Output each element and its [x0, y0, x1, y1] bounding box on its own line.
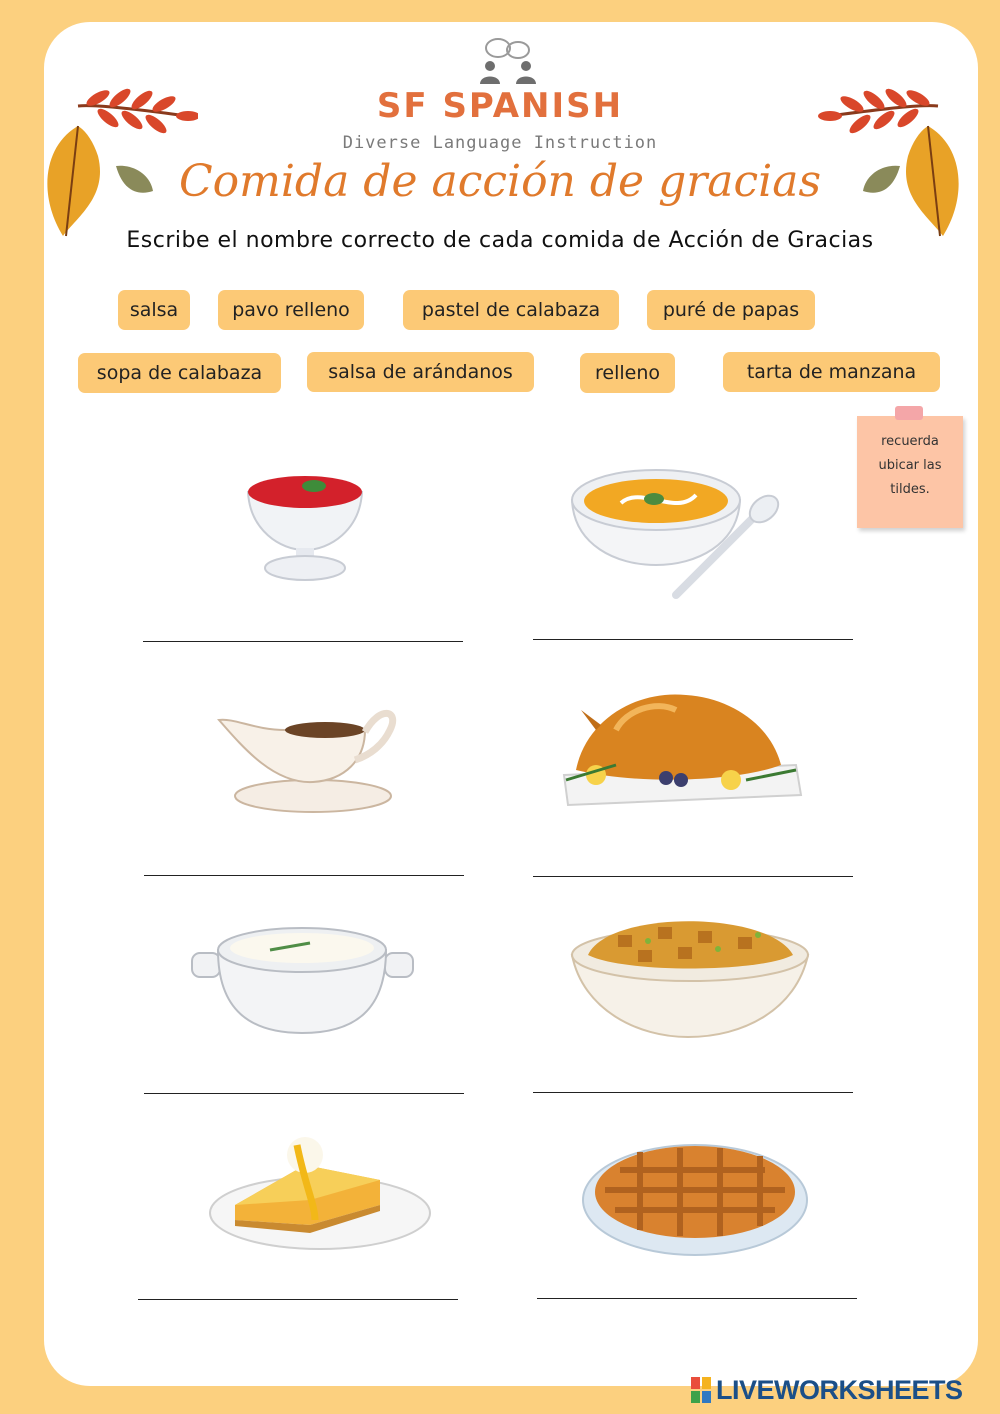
word-bank-chip: pastel de calabaza [403, 290, 619, 330]
note-line: tildes. [890, 482, 930, 497]
liveworksheets-logo-icon [690, 1376, 712, 1404]
pumpkin-soup-icon [566, 455, 786, 600]
speech-bubbles-logo-icon [474, 36, 544, 88]
instructions: Escribe el nombre correcto de cada comida de Acción de Gracias [126, 228, 874, 253]
note-tape [895, 406, 923, 420]
answer-line[interactable] [533, 639, 853, 640]
note-line: recuerda [881, 434, 939, 449]
answer-line[interactable] [138, 1299, 458, 1300]
brand-tagline: Diverse Language Instruction [342, 133, 658, 153]
word-bank-chip: salsa [118, 290, 190, 330]
answer-line[interactable] [144, 875, 464, 876]
stuffing-icon [568, 905, 813, 1045]
footer-brand: LIVEWORKSHEETS [716, 1374, 963, 1405]
pumpkin-pie-slice-icon [205, 1125, 435, 1255]
cranberry-sauce-icon [240, 470, 370, 585]
answer-line[interactable] [144, 1093, 464, 1094]
mashed-potatoes-icon [190, 915, 415, 1045]
word-bank-chip: relleno [580, 353, 675, 393]
note-line: ubicar las [878, 458, 942, 473]
answer-line[interactable] [533, 1092, 853, 1093]
answer-line[interactable] [533, 876, 853, 877]
apple-pie-icon [580, 1130, 810, 1260]
page-title: Comida de acción de gracias [178, 156, 822, 207]
liveworksheets-footer [690, 1372, 990, 1408]
sticky-note [857, 416, 963, 528]
gravy-boat-icon [215, 700, 400, 815]
word-bank-chip: tarta de manzana [723, 352, 940, 392]
word-bank-chip: puré de papas [647, 290, 815, 330]
roast-turkey-icon [556, 670, 806, 830]
answer-line[interactable] [537, 1298, 857, 1299]
word-bank-chip: sopa de calabaza [78, 353, 281, 393]
answer-line[interactable] [143, 641, 463, 642]
word-bank-chip: salsa de arándanos [307, 352, 534, 392]
word-bank-chip: pavo relleno [218, 290, 364, 330]
brand-name: SF SPANISH [376, 86, 624, 126]
